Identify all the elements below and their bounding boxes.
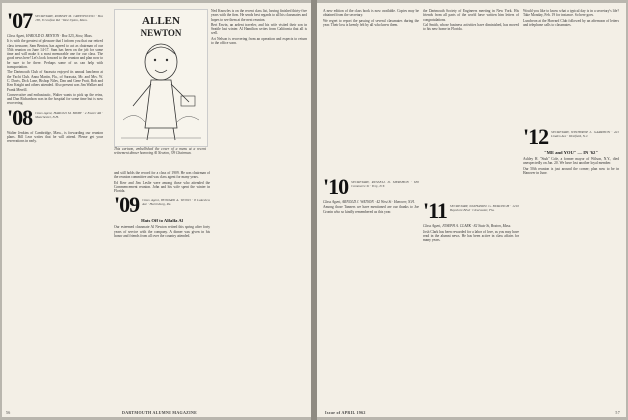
class-number: '10	[323, 174, 349, 200]
right-page	[317, 3, 626, 417]
paragraph: the Dartmouth Society of Engineers meeting in New York. His friends from all parts of the world have written him letters of congratulations.	[423, 9, 519, 22]
issue-date: Issue of APRIL 1962	[325, 410, 366, 415]
class-heading-1911	[423, 198, 519, 224]
class-agent: Class Agent, HOWARD A. WOOD · 8 Lakeview Ave · Harrisburg, Pa.	[142, 198, 210, 207]
class-secretary: SECRETARY, ROBERT M. GREENWOOD · Box 185, 8 Grafton Rd · West Upton, Mass.	[35, 14, 103, 22]
class-agent: Class Agent, ARNOLD J. WATSON · 42 West St · Hanover, N.H.	[323, 200, 415, 205]
paragraph: Luncheon at the Harvard Club followed by an afternoon of letters and telephone calls to classmates.	[523, 18, 619, 27]
paragraph: Art Nelson is recovering from an operation and expects to return to the office soon.	[211, 36, 307, 46]
section-heading: "ME and YOU" — IN '62"	[544, 150, 598, 156]
class-agent: Class Agent, HAROLD M. BIXBY · 4 Exeter Rd · Manchester, N.H.	[35, 110, 103, 119]
class-secretary: SECRETARY, NATHANIEL G. BURLEIGH · 1210 Bayshore Blvd · Clearwater, Fla.	[449, 204, 519, 213]
paragraph: Our esteemed classmate Al Newton retired this spring after forty years of service with the company. A dinner was given in his honor and friends from all over the country attended.	[114, 225, 210, 239]
paragraph: Josh Clark has been rewarded for a labor of love, as you may have read in the alumni news. He has been active in class affairs for many years.	[423, 229, 519, 243]
paragraph: Would you like to know what a typical day is in a secretary's life? Take Monday, Feb. 19 for instance. So here goes.	[523, 9, 619, 18]
left-column-2	[114, 171, 210, 239]
class-number: '11	[423, 198, 447, 224]
cartoon-drawing	[115, 10, 207, 146]
class-secretary: SECRETARY, WINTHROP L. GARRISON · 421 Linden Ave · Westfield, N.J.	[551, 130, 619, 139]
class-number: '08	[7, 104, 33, 130]
paragraph: Conservative and enthusiastic, Walter wants to pick up the reins, and Dan Richardson was in the hospital for some time but is now recovering.	[7, 92, 103, 106]
right-column-1	[323, 9, 419, 215]
magazine-title: DARTMOUTH ALUMNI MAGAZINE	[122, 410, 198, 415]
class-heading-1908	[7, 104, 103, 130]
paragraph: A new edition of the class book is now available. Copies may be obtained from the secretary.	[323, 9, 419, 18]
paragraph: Among those Tanners we have mentioned are our thanks to Joe Cronin who so kindly remembered us this year.	[323, 205, 419, 214]
paragraph: and still holds the record for a class of 1909. He was chairman of the reunion committee and was class agent for many years.	[114, 171, 210, 180]
allen-newton-cartoon	[114, 9, 208, 147]
paragraph: Our 50th reunion is just around the corner; plan now to be in Hanover in June.	[523, 166, 619, 176]
left-column-3	[211, 9, 307, 46]
right-column-3	[523, 9, 619, 176]
paragraph: Cal Smith, whose business activities have diminished, has moved to his new home in Florida.	[423, 22, 519, 32]
left-page	[2, 3, 311, 417]
page-number: 57	[615, 410, 620, 415]
paragraph: It is with the greatest of pleasure that I inform you that our retired class treasurer, Sam Benton, has agreed to act as chairman of our 55th reunion on June 14-17. Sam has been on the job for some time and will make it a most memorable one for our class. The good news here! Let's look forward to the reunion and plan now to be sure to be there. Perhaps some of us can help with transportation.	[7, 39, 103, 70]
section-heading: Hats Off to Alfalfa Al	[141, 218, 183, 224]
cartoon-title-line2: NEWTON	[140, 28, 182, 38]
paragraph: We regret to report the passing of several classmates during the year. Their loss is keenly felt by all who knew them.	[323, 18, 419, 27]
class-secretary: SECRETARY, RUSSELL D. MERSHON · 630 Commerce St · Troy, N.Y.	[351, 180, 419, 189]
paragraph: The Dartmouth Club of Sarasota enjoyed its annual luncheon at the Yacht Club. Anna Martin, Fla., of Sarasota, Mr. and Mrs. W. C. Davis, Dick Lane, Bishop Niles, Dan and Gene Pratt, Bob and Ken Knight and others attended. Also present was Jim Walker and Frank Merrill.	[7, 70, 103, 92]
class-number: '12	[523, 124, 549, 150]
page-number: 56	[6, 410, 11, 415]
class-number: '07	[7, 8, 33, 33]
right-column-2	[423, 9, 519, 244]
paragraph: Ashley H. "Stub" Cole, a former mayor of Wilson, N.Y., died unexpectedly on Jan. 20. We have lost another loyal member.	[523, 157, 619, 166]
class-heading-1912	[523, 124, 619, 150]
paragraph: Ned Knowles is on the recent class list, having finished thirty-five years with the firm. He sends best regards to all his classmates and hopes to see them at the next reunion.	[211, 9, 307, 22]
class-heading-1909	[114, 192, 210, 218]
class-number: '09	[114, 192, 140, 218]
left-column-1	[7, 9, 103, 145]
paragraph: Ed Kerr and Jim Leslie were among those who attended the Commencement reunion. John and his wife spent the winter in Florida.	[114, 180, 210, 194]
paragraph: Bert Erwin, an ardent traveler, and his wife visited their son in Seattle last winter. Al Hamilton writes from California that all is well.	[211, 22, 307, 36]
class-agent: Class Agent, HAROLD D. BENTON · Box 525, Stow, Mass.	[7, 34, 93, 38]
cartoon-caption: This cartoon, embellished the cover of a menu at a recent retirement dinner honoring Al Newton, '09 Chairman.	[114, 147, 206, 156]
class-heading-1910	[323, 174, 419, 200]
class-heading-1907	[7, 8, 103, 33]
cartoon-title-line1: ALLEN	[142, 15, 180, 27]
paragraph: Walter Jenkins of Cambridge, Mass., is forwarding our reunion plans. Bill Lear writes that he will attend. Please get your reservations in early.	[7, 130, 103, 144]
class-agent: Class Agent, JOSEPH A. CLARK · 82 State St, Boston, Mass.	[423, 224, 512, 229]
